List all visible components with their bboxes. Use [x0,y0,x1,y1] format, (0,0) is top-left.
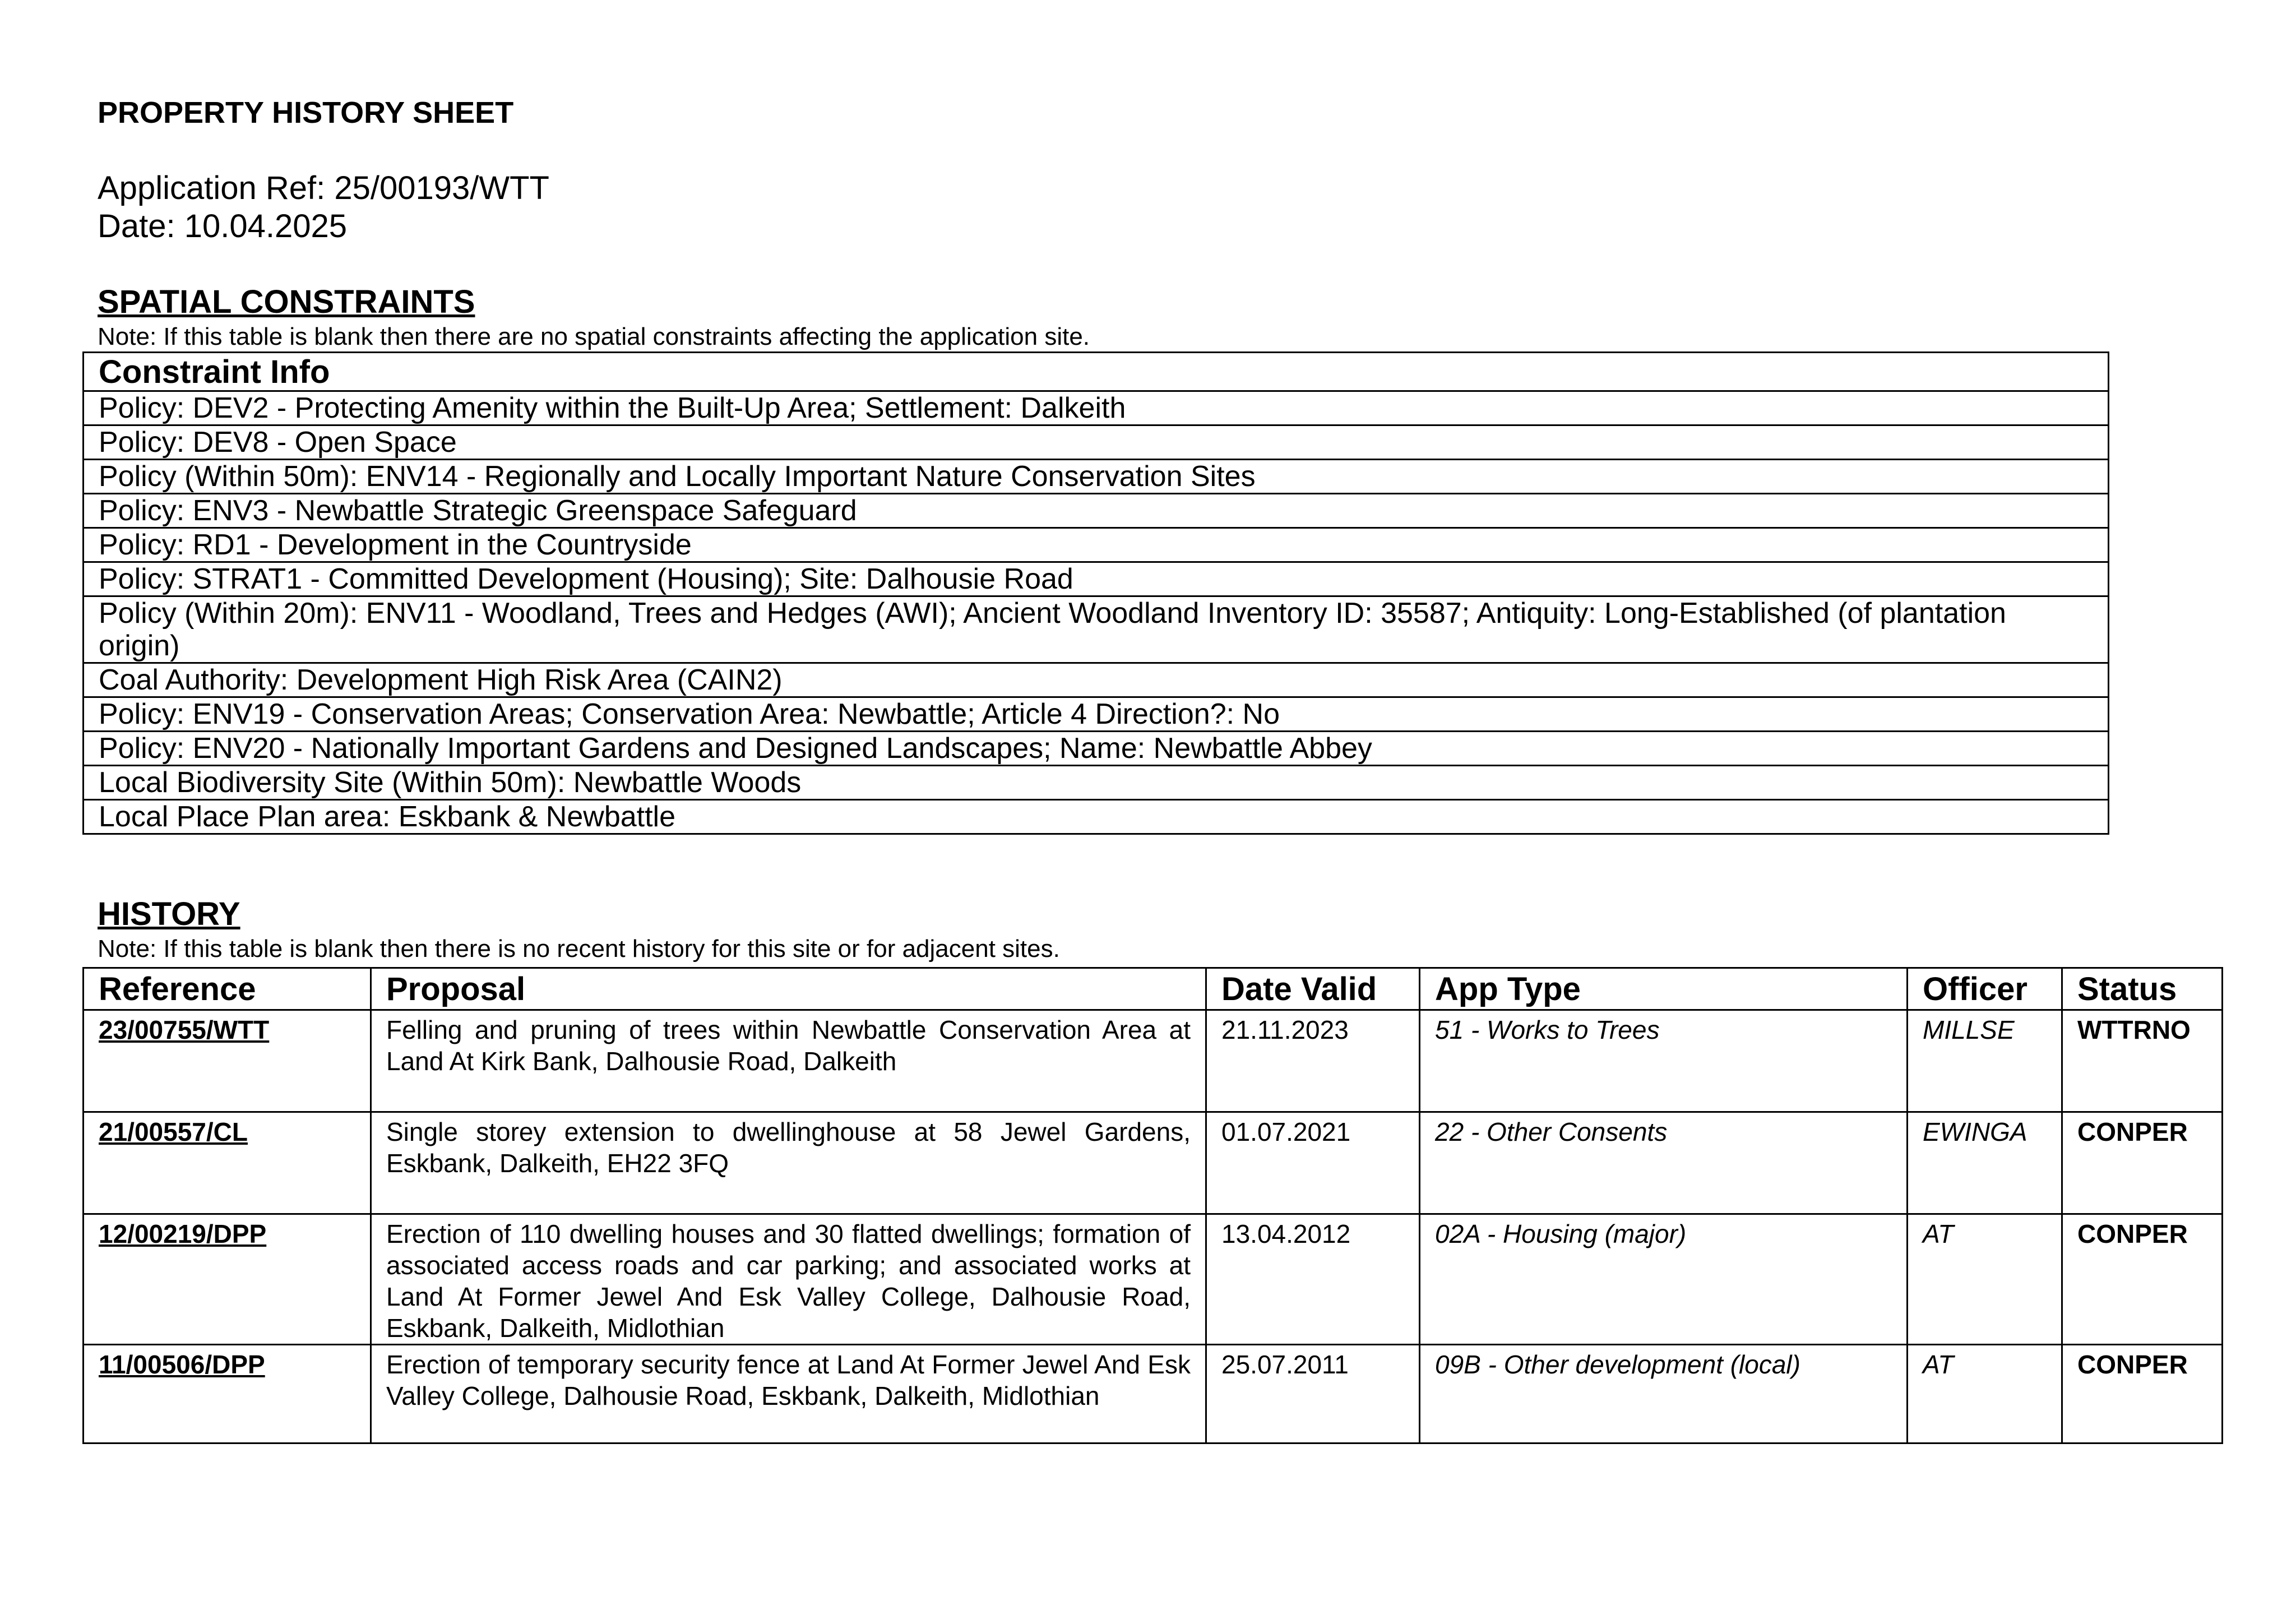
date-valid-cell: 01.07.2021 [1206,1112,1420,1214]
proposal-cell: Single storey extension to dwellinghouse at 58 Jewel Gardens, Eskbank, Dalkeith, EH22 3FQ [371,1112,1206,1214]
history-row [84,1112,2223,1214]
constraint-row [84,391,2109,425]
history-header-row [84,968,2223,1010]
status-cell: WTTRNO [2062,1010,2223,1112]
history-row [84,1010,2223,1112]
officer-cell: AT [1908,1214,2062,1345]
proposal-header: Proposal [371,968,1206,1010]
officer-cell: MILLSE [1908,1010,2062,1112]
app-type-cell: 22 - Other Consents [1420,1112,1908,1214]
status-cell: CONPER [2062,1112,2223,1214]
history-row [84,1214,2223,1345]
reference-link[interactable]: 11/00506/DPP [84,1345,371,1443]
constraint-row [84,800,2109,834]
constraint-cell: Policy: DEV2 - Protecting Amenity within the Built-Up Area; Settlement: Dalkeith [84,391,2109,425]
constraint-cell: Policy: ENV20 - Nationally Important Gardens and Designed Landscapes; Name: Newbattle Abbey [84,732,2109,766]
constraint-row [84,494,2109,528]
constraint-row [84,460,2109,494]
constraint-cell: Coal Authority: Development High Risk Area (CAIN2) [84,663,2109,697]
app-type-header: App Type [1420,968,1908,1010]
app-type-cell: 51 - Works to Trees [1420,1010,1908,1112]
constraint-row [84,562,2109,596]
officer-cell: EWINGA [1908,1112,2062,1214]
constraint-cell: Policy: ENV19 - Conservation Areas; Conservation Area: Newbattle; Article 4 Direction?: No [84,697,2109,732]
history-table [82,967,2223,1444]
reference-link[interactable]: 21/00557/CL [84,1112,371,1214]
date-valid-cell: 25.07.2011 [1206,1345,1420,1443]
status-cell: CONPER [2062,1345,2223,1443]
application-date: Date: 10.04.2025 [98,208,348,244]
constraint-row [84,732,2109,766]
page-title: PROPERTY HISTORY SHEET [98,96,514,129]
constraint-row [84,766,2109,800]
history-row [84,1345,2223,1443]
constraint-cell: Local Place Plan area: Eskbank & Newbattle [84,800,2109,834]
constraint-cell: Policy (Within 20m): ENV11 - Woodland, Trees and Hedges (AWI); Ancient Woodland Inventory ID: 35587; Antiquity: Long-Established (of plantation origin) [84,596,2109,663]
spatial-constraints-heading: SPATIAL CONSTRAINTS [98,284,475,320]
constraint-cell: Policy (Within 50m): ENV14 - Regionally and Locally Important Nature Conservation Sites [84,460,2109,494]
constraint-cell: Policy: STRAT1 - Committed Development (Housing); Site: Dalhousie Road [84,562,2109,596]
reference-link[interactable]: 12/00219/DPP [84,1214,371,1345]
constraint-row [84,697,2109,732]
app-type-cell: 02A - Housing (major) [1420,1214,1908,1345]
proposal-cell: Erection of temporary security fence at Land At Former Jewel And Esk Valley College, Dalhousie Road, Eskbank, Dalkeith, Midlothian [371,1345,1206,1443]
reference-link[interactable]: 23/00755/WTT [84,1010,371,1112]
date-valid-header: Date Valid [1206,968,1420,1010]
date-valid-cell: 21.11.2023 [1206,1010,1420,1112]
constraint-row [84,425,2109,460]
history-note: Note: If this table is blank then there is no recent history for this site or for adjacent sites. [98,935,1060,963]
constraint-cell: Policy: DEV8 - Open Space [84,425,2109,460]
proposal-cell: Felling and pruning of trees within Newbattle Conservation Area at Land At Kirk Bank, Dalhousie Road, Dalkeith [371,1010,1206,1112]
status-header: Status [2062,968,2223,1010]
spatial-constraints-note: Note: If this table is blank then there are no spatial constraints affecting the application site. [98,323,1090,350]
constraint-info-header: Constraint Info [84,353,2109,391]
constraint-row [84,663,2109,697]
reference-header: Reference [84,968,371,1010]
constraint-row [84,596,2109,663]
history-heading: HISTORY [98,896,240,932]
constraint-cell: Policy: ENV3 - Newbattle Strategic Greenspace Safeguard [84,494,2109,528]
constraints-header-row [84,353,2109,391]
app-type-cell: 09B - Other development (local) [1420,1345,1908,1443]
application-ref: Application Ref: 25/00193/WTT [98,170,549,206]
constraints-table [82,351,2109,835]
constraint-cell: Policy: RD1 - Development in the Countryside [84,528,2109,562]
officer-header: Officer [1908,968,2062,1010]
status-cell: CONPER [2062,1214,2223,1345]
proposal-cell: Erection of 110 dwelling houses and 30 flatted dwellings; formation of associated access roads and car parking; and associated works at Land At Former Jewel And Esk Valley College, Dalhousie Road, Eskbank, Dalkeith, Midlothian [371,1214,1206,1345]
date-valid-cell: 13.04.2012 [1206,1214,1420,1345]
officer-cell: AT [1908,1345,2062,1443]
constraint-row [84,528,2109,562]
constraint-cell: Local Biodiversity Site (Within 50m): Newbattle Woods [84,766,2109,800]
